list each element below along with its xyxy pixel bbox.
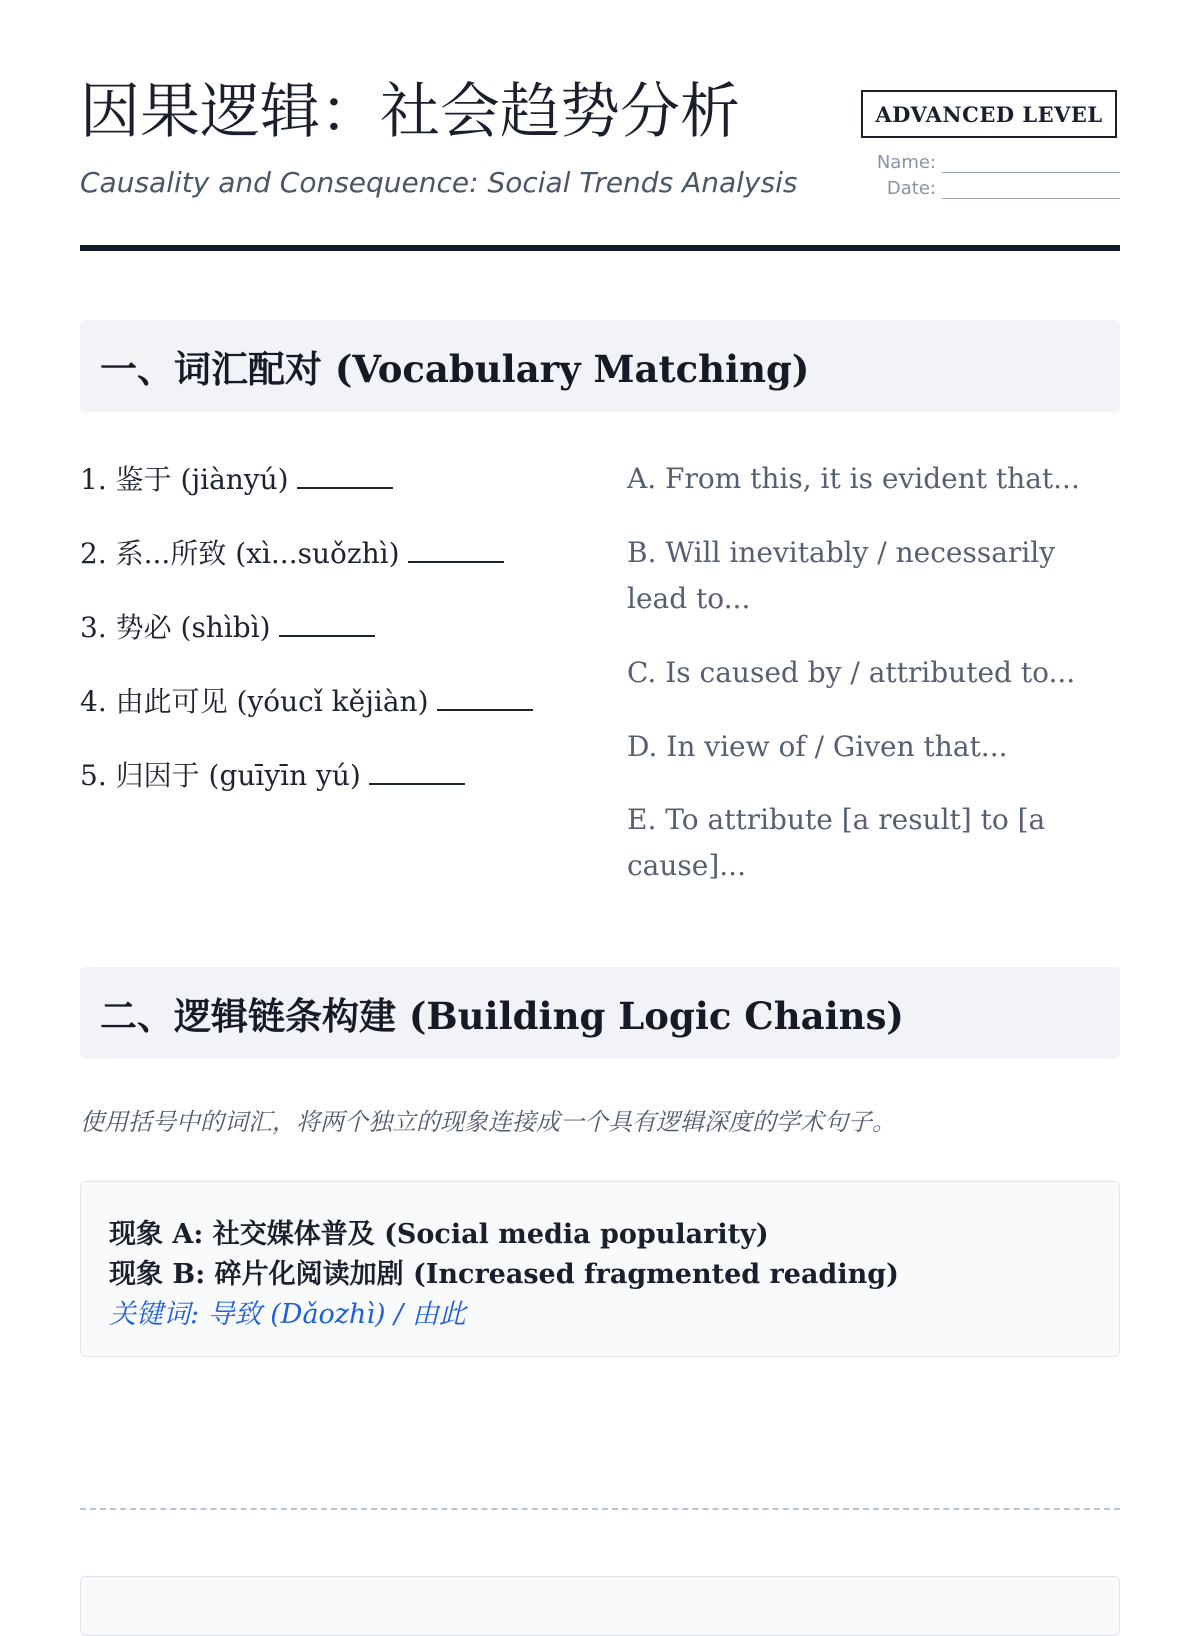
vocab-term-4 [80,680,533,720]
definition-e: E. To attribute [a result] to [a cause]... [627,803,1046,882]
name-field[interactable] [877,152,1120,173]
phenomenon-a: 现象 A: 社交媒体普及 (Social media popularity) [109,1219,769,1250]
vocab-term-5 [80,754,465,794]
section-vocabulary-heading: 一、词汇配对 (Vocabulary Matching) [80,320,1120,412]
page-subtitle: Causality and Consequence: Social Trends Analysis [80,166,798,199]
instruction-text: 使用括号中的词汇，将两个独立的现象连接成一个具有逻辑深度的学术句子。 [80,1108,896,1136]
level-badge: ADVANCED LEVEL [861,90,1117,138]
date-label: Date: [886,178,936,199]
answer-blank[interactable] [297,463,393,489]
name-blank-line[interactable] [942,154,1120,173]
date-blank-line[interactable] [942,180,1120,199]
answer-blank[interactable] [369,759,465,785]
exercise-card [80,1181,1120,1357]
definition-a: A. From this, it is evident that... [627,462,1080,495]
section-logic-chains-heading: 二、逻辑链条构建 (Building Logic Chains) [80,967,1120,1059]
definition-d: D. In view of / Given that... [627,730,1008,763]
answer-blank[interactable] [408,537,504,563]
vocab-term-text: 5. 归因于 (guīyīn yú) [80,759,361,792]
answer-blank[interactable] [279,611,375,637]
name-label: Name: [876,152,936,173]
vocab-term-1 [80,458,393,498]
vocab-term-text: 3. 势必 (shìbì) [80,611,271,644]
vocab-term-text: 4. 由此可见 (yóucǐ kějiàn) [80,685,429,718]
keywords-hint: 关键词: 导致 (Dǎozhì) / 由此 [109,1299,466,1330]
answer-blank[interactable] [437,685,533,711]
definition-b: B. Will inevitably / necessarily lead to... [627,536,1056,615]
vocab-term-text: 2. 系...所致 (xì...suǒzhì) [80,537,400,570]
date-field[interactable] [887,178,1120,199]
vocab-term-3 [80,606,375,646]
phenomenon-b: 现象 B: 碎片化阅读加剧 (Increased fragmented reading) [109,1259,899,1290]
header-divider [80,245,1120,251]
vocab-term-text: 1. 鉴于 (jiànyú) [80,463,289,496]
vocab-term-2 [80,532,504,572]
page-title: 因果逻辑：社会趋势分析 [80,77,740,147]
next-exercise-card [80,1576,1120,1636]
answer-line[interactable] [80,1508,1120,1510]
definition-c: C. Is caused by / attributed to... [627,656,1076,689]
